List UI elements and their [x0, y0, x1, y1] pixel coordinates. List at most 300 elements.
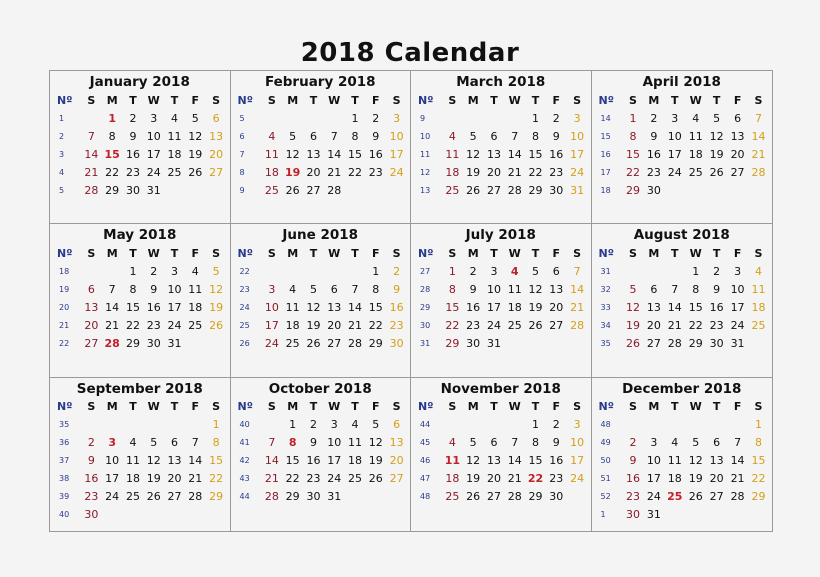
week-number: 34	[600, 320, 611, 330]
week-number: 32	[600, 284, 611, 294]
day-cell: 5	[212, 264, 220, 278]
weekday-header: M	[106, 246, 118, 260]
day-cell: 18	[285, 318, 300, 332]
day-cell: 1	[372, 264, 380, 278]
week-row	[234, 181, 408, 199]
day-cell: 17	[730, 300, 745, 314]
day-cell: 11	[507, 282, 522, 296]
week-row	[234, 334, 408, 352]
week-number: 28	[420, 284, 431, 294]
day-cell: 23	[625, 490, 640, 504]
weekday-header: S	[267, 246, 276, 260]
month-title: April 2018	[642, 74, 721, 90]
day-cell: 4	[755, 264, 763, 278]
day-cell: 8	[532, 129, 540, 143]
day-cell: 30	[84, 508, 99, 522]
week-number-header: Nº	[57, 93, 73, 107]
day-cell	[324, 262, 345, 280]
day-cell: 14	[264, 454, 279, 468]
day-cell: 19	[188, 147, 203, 161]
day-cell: 27	[486, 490, 501, 504]
day-cell: 14	[667, 300, 682, 314]
day-cell	[303, 109, 324, 127]
week-row	[234, 163, 408, 181]
day-cell	[546, 334, 567, 352]
week-number: 11	[420, 149, 431, 159]
day-cell: 22	[528, 165, 543, 179]
day-cell: 18	[751, 300, 766, 314]
day-cell	[345, 262, 366, 280]
day-cell: 29	[368, 336, 383, 350]
weekday-header: F	[191, 400, 200, 414]
week-row	[414, 298, 588, 316]
week-row	[53, 262, 227, 280]
day-cell: 30	[146, 336, 161, 350]
month-table	[53, 91, 227, 199]
day-cell: 12	[209, 282, 224, 296]
day-cell: 5	[372, 418, 380, 432]
day-cell: 3	[573, 111, 581, 125]
day-cell: 7	[511, 129, 519, 143]
month-table	[234, 91, 408, 199]
day-cell: 15	[104, 147, 120, 161]
weekday-header: F	[191, 93, 200, 107]
day-cell	[185, 416, 206, 434]
week-row	[234, 127, 408, 145]
weekday-header: S	[212, 400, 221, 414]
day-cell: 11	[751, 282, 766, 296]
day-cell: 22	[348, 165, 363, 179]
week-row	[595, 416, 770, 434]
day-cell	[442, 109, 463, 127]
week-number: 47	[420, 474, 431, 484]
day-cell: 25	[445, 490, 460, 504]
day-cell: 28	[327, 183, 342, 197]
day-cell	[623, 262, 644, 280]
day-cell: 3	[650, 436, 658, 450]
day-cell	[81, 262, 102, 280]
week-row	[53, 452, 227, 470]
day-cell: 21	[730, 472, 745, 486]
day-cell: 20	[167, 472, 182, 486]
day-cell: 22	[125, 318, 140, 332]
day-cell: 20	[486, 472, 501, 486]
day-cell: 17	[646, 472, 661, 486]
day-cell: 9	[372, 129, 380, 143]
week-row	[595, 470, 770, 488]
day-cell	[262, 109, 283, 127]
day-cell: 31	[486, 336, 501, 350]
day-cell: 2	[469, 264, 477, 278]
day-cell	[664, 181, 685, 199]
day-cell	[664, 506, 685, 524]
day-cell: 18	[445, 472, 460, 486]
day-cell: 13	[306, 147, 321, 161]
month-title: January 2018	[89, 74, 190, 90]
day-cell: 13	[167, 454, 182, 468]
day-cell: 12	[528, 282, 543, 296]
day-cell: 17	[264, 318, 279, 332]
day-cell	[185, 181, 206, 199]
day-cell: 21	[348, 318, 363, 332]
month-table	[595, 244, 770, 352]
weekday-header: F	[552, 93, 561, 107]
day-cell: 26	[466, 183, 481, 197]
week-number: 37	[59, 456, 70, 466]
day-cell: 9	[629, 454, 637, 468]
day-cell	[206, 181, 227, 199]
week-number: 7	[239, 149, 245, 159]
day-cell: 10	[486, 282, 501, 296]
day-cell: 27	[209, 165, 224, 179]
day-cell: 26	[188, 165, 203, 179]
day-cell: 4	[692, 111, 700, 125]
week-number: 4	[59, 167, 65, 177]
day-cell: 16	[466, 300, 481, 314]
day-cell	[123, 506, 144, 524]
weekday-header: W	[328, 400, 341, 414]
day-cell: 15	[368, 300, 383, 314]
day-cell: 2	[552, 111, 560, 125]
day-cell: 28	[348, 336, 363, 350]
weekday-header-row	[234, 91, 408, 109]
day-cell	[706, 416, 727, 434]
weekday-header: M	[467, 93, 479, 107]
day-cell: 1	[351, 111, 359, 125]
day-cell: 8	[108, 129, 116, 143]
weekday-header-row	[234, 244, 408, 262]
day-cell: 25	[751, 318, 766, 332]
day-cell: 15	[751, 454, 766, 468]
week-number: 36	[59, 438, 70, 448]
day-cell: 6	[490, 129, 498, 143]
day-cell: 6	[552, 264, 560, 278]
weekday-header: W	[147, 93, 160, 107]
day-cell: 7	[755, 111, 763, 125]
day-cell: 18	[688, 147, 703, 161]
week-row	[595, 506, 770, 524]
day-cell	[685, 416, 706, 434]
week-row	[595, 127, 770, 145]
weekday-header: T	[531, 246, 540, 260]
day-cell	[164, 506, 185, 524]
day-cell: 10	[105, 454, 120, 468]
weekday-header: T	[490, 246, 498, 260]
day-cell: 1	[629, 111, 637, 125]
day-cell: 26	[368, 472, 383, 486]
weekday-header: S	[628, 246, 637, 260]
weekday-header: S	[212, 246, 221, 260]
week-row	[234, 109, 408, 127]
day-cell	[567, 334, 588, 352]
day-cell: 30	[549, 490, 564, 504]
day-cell: 1	[755, 418, 763, 432]
week-number: 24	[239, 302, 250, 312]
month-title: November 2018	[440, 380, 561, 397]
week-number: 19	[59, 284, 70, 294]
day-cell: 20	[486, 165, 501, 179]
weekday-header: T	[351, 93, 359, 107]
day-cell: 6	[734, 111, 742, 125]
weekday-header-row	[53, 244, 227, 262]
day-cell: 25	[348, 472, 363, 486]
weekday-header: W	[328, 93, 341, 107]
day-cell: 11	[264, 147, 279, 161]
day-cell: 2	[129, 111, 137, 125]
day-cell: 14	[751, 129, 766, 143]
weekday-header: M	[287, 246, 299, 260]
weekday-header: F	[552, 400, 561, 414]
day-cell: 5	[309, 282, 317, 296]
day-cell: 10	[167, 282, 182, 296]
week-number: 5	[239, 113, 245, 123]
day-cell	[303, 262, 324, 280]
day-cell: 26	[306, 336, 321, 350]
week-row	[595, 488, 770, 506]
day-cell: 11	[125, 454, 140, 468]
day-cell: 7	[351, 282, 359, 296]
weekday-header: T	[170, 93, 179, 107]
week-number: 1	[600, 510, 606, 520]
weekday-header: S	[628, 93, 637, 107]
week-row	[234, 145, 408, 163]
day-cell	[748, 334, 769, 352]
day-cell	[484, 416, 505, 434]
day-cell: 19	[466, 165, 481, 179]
day-cell: 2	[372, 111, 380, 125]
month-table	[234, 398, 408, 506]
day-cell	[748, 506, 769, 524]
day-cell: 25	[688, 165, 703, 179]
day-cell: 4	[448, 436, 456, 450]
week-row	[53, 488, 227, 506]
day-cell: 24	[570, 472, 585, 486]
week-number: 17	[600, 167, 611, 177]
week-number: 21	[59, 320, 70, 330]
day-cell: 27	[709, 490, 724, 504]
day-cell: 23	[549, 165, 564, 179]
day-cell	[484, 109, 505, 127]
day-cell: 22	[527, 472, 544, 486]
day-cell: 19	[209, 300, 224, 314]
day-cell: 7	[671, 282, 679, 296]
day-cell: 23	[146, 318, 161, 332]
weekday-header: T	[712, 400, 721, 414]
day-cell: 27	[306, 183, 321, 197]
weekday-header: S	[628, 400, 637, 414]
week-number: 9	[239, 185, 245, 195]
day-cell: 24	[570, 165, 585, 179]
day-cell: 25	[445, 183, 460, 197]
weekday-header: F	[733, 400, 742, 414]
day-cell: 24	[327, 472, 342, 486]
day-cell: 10	[570, 436, 585, 450]
day-cell: 16	[146, 300, 161, 314]
week-number: 18	[59, 266, 70, 276]
week-number: 10	[420, 131, 431, 141]
day-cell: 4	[671, 436, 679, 450]
day-cell: 16	[368, 147, 383, 161]
week-row	[414, 145, 588, 163]
weekday-header: T	[170, 400, 179, 414]
day-cell: 5	[692, 436, 700, 450]
day-cell: 1	[108, 111, 116, 125]
weekday-header: M	[287, 93, 299, 107]
day-cell: 1	[212, 418, 220, 432]
day-cell: 29	[528, 490, 543, 504]
week-row	[595, 434, 770, 452]
day-cell: 13	[84, 300, 99, 314]
day-cell: 6	[212, 111, 220, 125]
day-cell: 19	[625, 318, 640, 332]
day-cell: 10	[327, 436, 342, 450]
day-cell: 2	[309, 418, 317, 432]
week-row	[595, 145, 770, 163]
day-cell	[664, 416, 685, 434]
day-cell: 15	[125, 300, 140, 314]
day-cell	[748, 181, 769, 199]
day-cell: 19	[709, 147, 724, 161]
day-cell: 19	[285, 165, 301, 179]
week-number: 26	[239, 338, 250, 348]
day-cell: 19	[306, 318, 321, 332]
weekday-header: F	[733, 93, 742, 107]
day-cell: 10	[667, 129, 682, 143]
day-cell: 19	[368, 454, 383, 468]
day-cell: 25	[264, 183, 279, 197]
month-block	[592, 71, 773, 224]
week-number: 1	[59, 113, 65, 123]
weekday-header: S	[267, 93, 276, 107]
day-cell	[463, 416, 484, 434]
day-cell: 26	[466, 490, 481, 504]
weekday-header: S	[754, 400, 763, 414]
day-cell: 5	[713, 111, 721, 125]
day-cell	[386, 488, 407, 506]
day-cell: 13	[486, 147, 501, 161]
month-table	[595, 398, 770, 524]
day-cell: 20	[389, 454, 404, 468]
day-cell: 3	[671, 111, 679, 125]
day-cell: 28	[507, 183, 522, 197]
day-cell: 12	[285, 147, 300, 161]
day-cell: 23	[389, 318, 404, 332]
weekday-header: S	[392, 93, 401, 107]
day-cell: 10	[570, 129, 585, 143]
day-cell: 26	[285, 183, 300, 197]
day-cell: 13	[549, 282, 564, 296]
month-block	[231, 71, 412, 224]
day-cell: 15	[348, 147, 363, 161]
week-row	[414, 280, 588, 298]
day-cell: 16	[625, 472, 640, 486]
day-cell: 16	[84, 472, 99, 486]
week-number: 46	[420, 456, 431, 466]
day-cell	[102, 416, 123, 434]
weekday-header: T	[490, 400, 498, 414]
day-cell: 16	[125, 147, 140, 161]
weekday-header: T	[671, 246, 679, 260]
day-cell: 1	[448, 264, 456, 278]
week-number-header: Nº	[237, 246, 253, 260]
day-cell: 23	[306, 472, 321, 486]
weekday-header: S	[392, 400, 401, 414]
day-cell: 28	[264, 490, 279, 504]
day-cell: 17	[146, 147, 161, 161]
weekday-header: W	[328, 246, 341, 260]
day-cell	[643, 416, 664, 434]
day-cell: 14	[570, 282, 585, 296]
weekday-header: W	[689, 93, 702, 107]
day-cell: 14	[507, 147, 522, 161]
weekday-header-row	[53, 398, 227, 416]
weekday-header: T	[351, 246, 359, 260]
day-cell: 19	[528, 300, 543, 314]
day-cell: 30	[625, 508, 640, 522]
day-cell: 7	[330, 129, 338, 143]
day-cell: 7	[191, 436, 199, 450]
day-cell: 29	[625, 183, 640, 197]
weekday-header: M	[106, 93, 118, 107]
day-cell: 3	[171, 264, 179, 278]
day-cell: 29	[445, 336, 460, 350]
week-number-header: Nº	[418, 246, 434, 260]
week-row	[234, 434, 408, 452]
day-cell: 31	[327, 490, 342, 504]
day-cell: 12	[188, 129, 203, 143]
day-cell: 23	[549, 472, 564, 486]
week-number: 40	[239, 420, 250, 430]
weekday-header: T	[309, 93, 318, 107]
day-cell: 2	[87, 436, 95, 450]
week-row	[595, 452, 770, 470]
day-cell: 24	[167, 318, 182, 332]
day-cell: 2	[150, 264, 158, 278]
day-cell: 24	[486, 318, 501, 332]
weekday-header: F	[372, 93, 380, 107]
day-cell: 2	[393, 264, 401, 278]
day-cell: 2	[713, 264, 721, 278]
week-row	[414, 127, 588, 145]
day-cell: 14	[188, 454, 203, 468]
day-cell: 25	[667, 490, 683, 504]
day-cell: 10	[646, 454, 661, 468]
day-cell: 22	[105, 165, 120, 179]
day-cell: 6	[330, 282, 338, 296]
day-cell: 25	[285, 336, 300, 350]
day-cell: 11	[667, 454, 682, 468]
week-number: 31	[600, 266, 611, 276]
day-cell: 20	[327, 318, 342, 332]
day-cell: 4	[289, 282, 297, 296]
day-cell: 5	[191, 111, 199, 125]
day-cell: 8	[692, 282, 700, 296]
day-cell: 13	[389, 436, 404, 450]
day-cell: 5	[532, 264, 540, 278]
day-cell: 3	[150, 111, 158, 125]
day-cell: 29	[125, 336, 140, 350]
week-number: 33	[600, 302, 611, 312]
week-row	[595, 181, 770, 199]
weekday-header-row	[234, 398, 408, 416]
week-number: 38	[59, 474, 70, 484]
day-cell: 17	[105, 472, 120, 486]
day-cell: 26	[209, 318, 224, 332]
day-cell	[282, 262, 303, 280]
day-cell	[365, 181, 386, 199]
day-cell: 17	[389, 147, 404, 161]
day-cell: 6	[393, 418, 401, 432]
